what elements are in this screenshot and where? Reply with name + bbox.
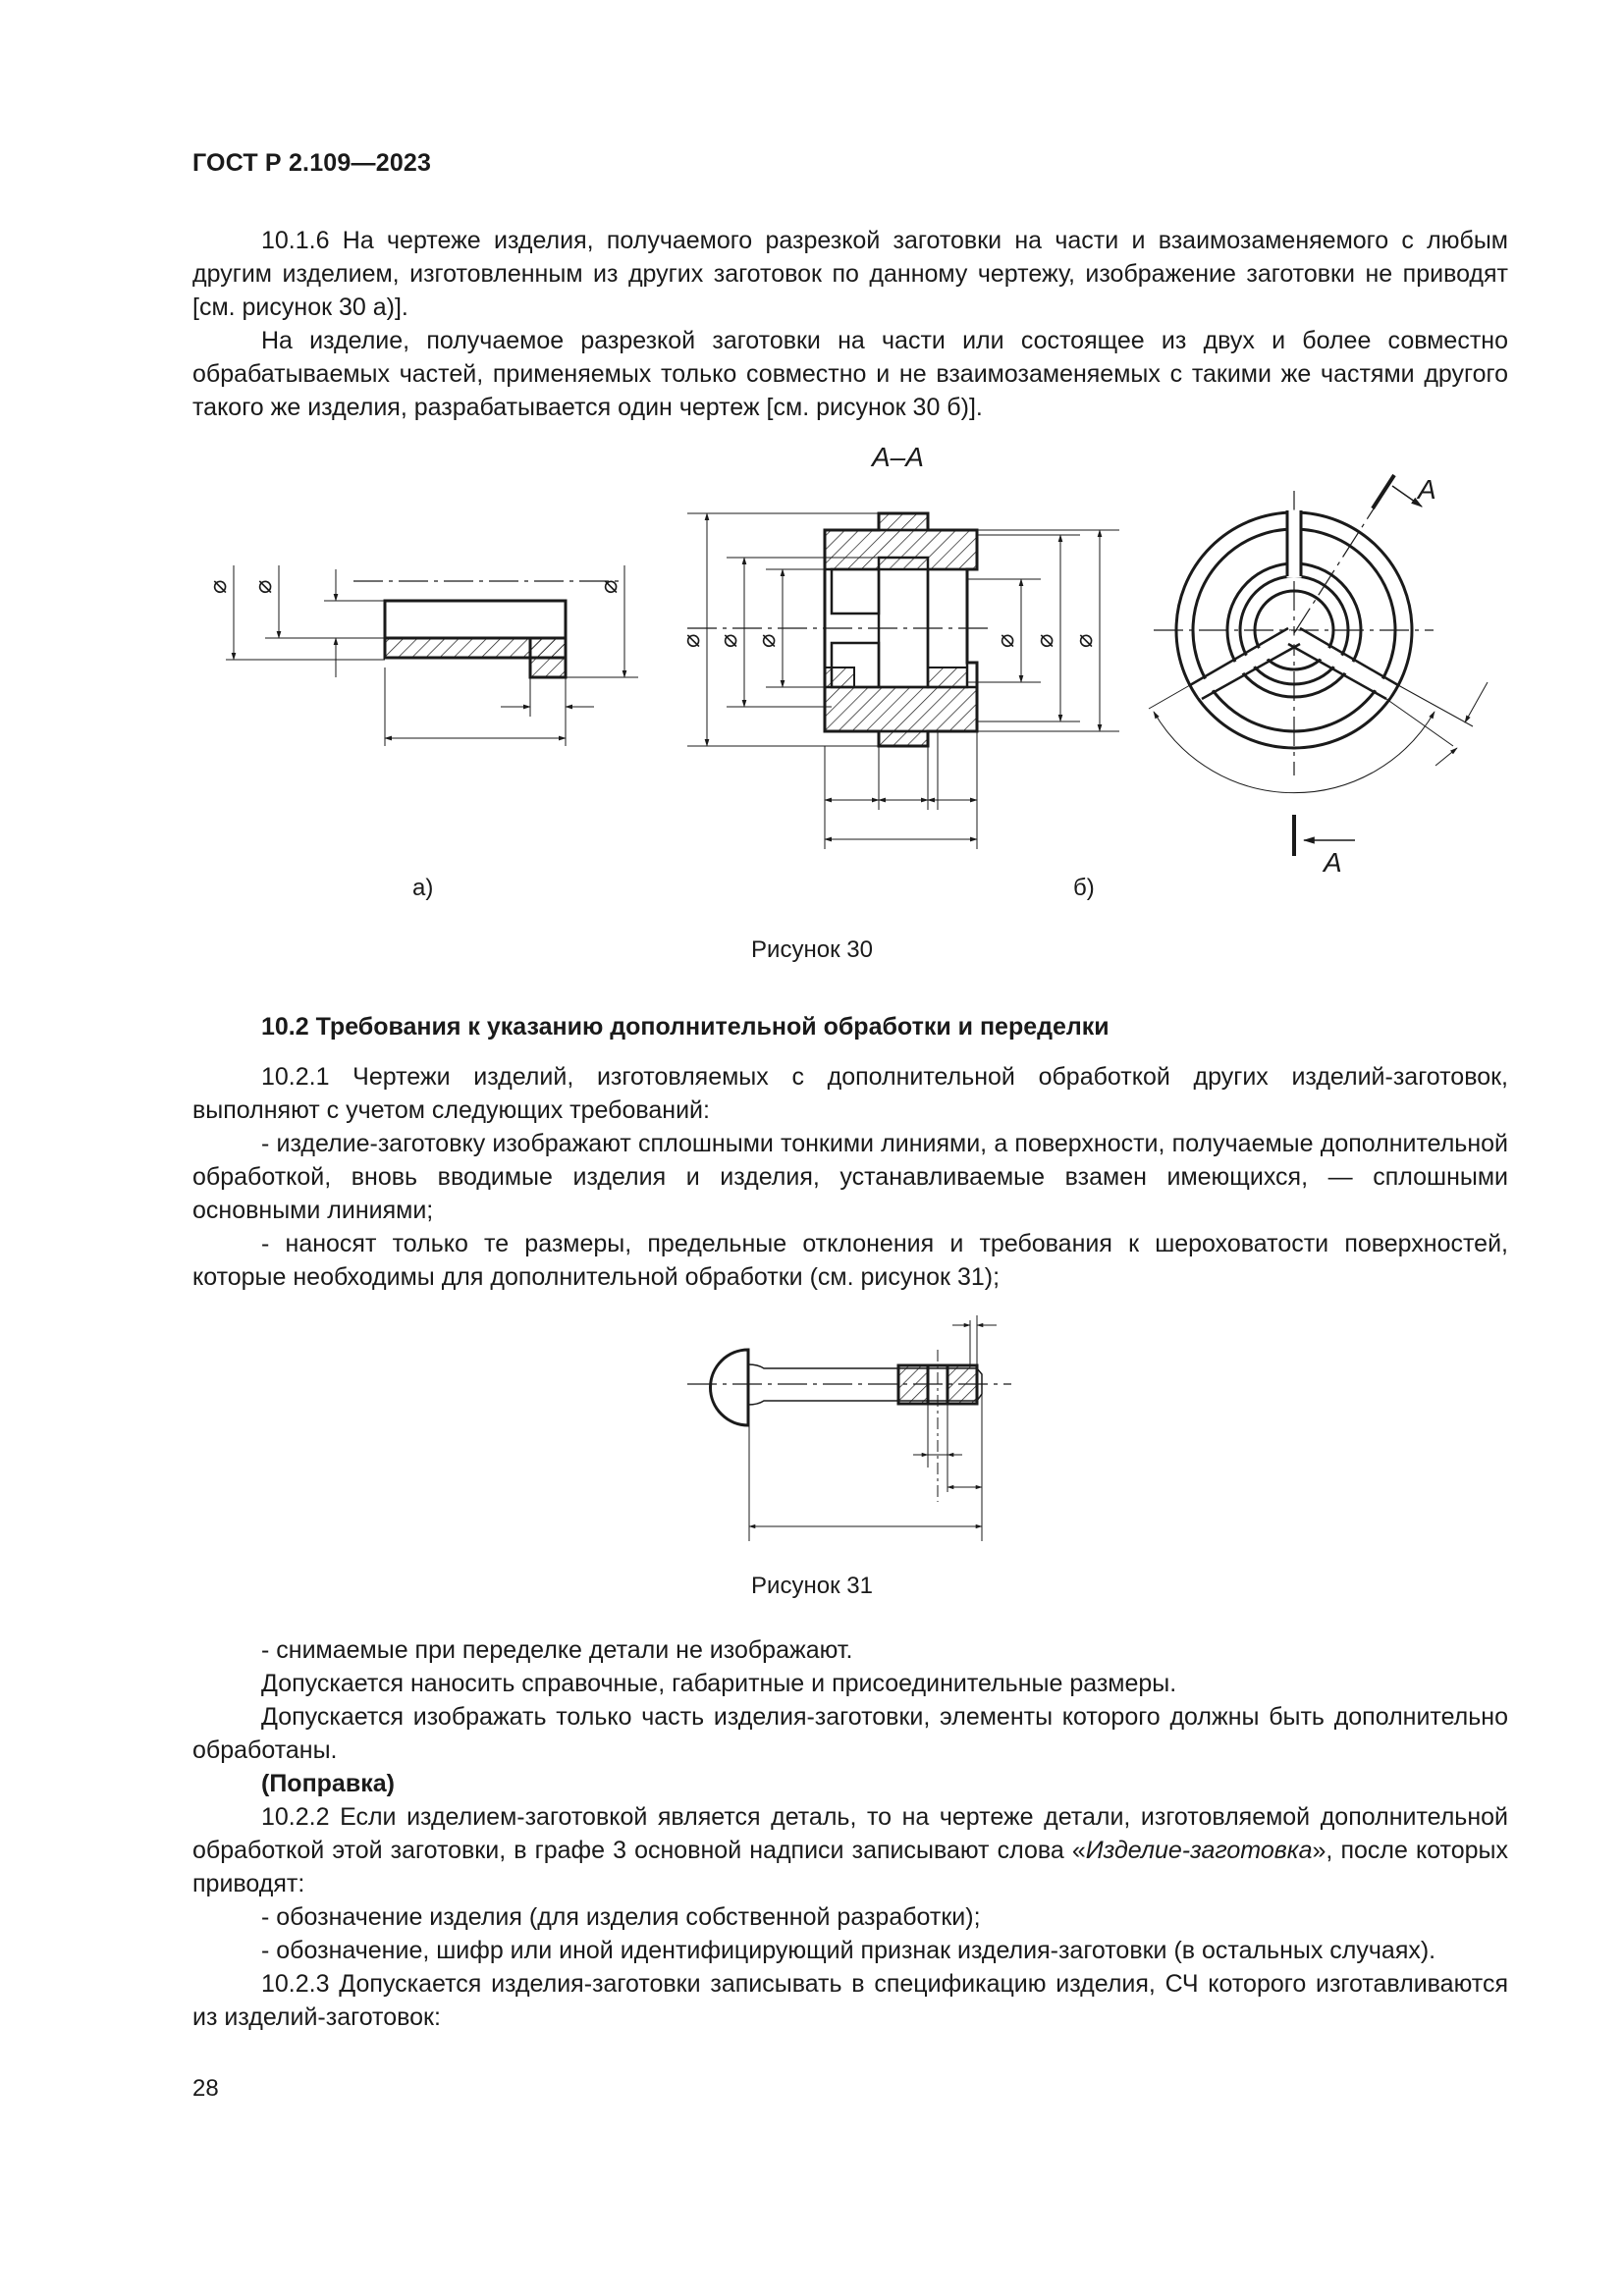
document-header: ГОСТ Р 2.109—2023: [192, 149, 432, 177]
section-10-2-title: 10.2 Требования к указанию дополнительной обработки и переделки: [261, 1013, 1110, 1041]
section-10-2-continued: [192, 1633, 1508, 2034]
section-10-2-1: [192, 1060, 1508, 1294]
diameter-mark: ⌀: [1032, 633, 1058, 648]
figure-30a: [226, 565, 638, 746]
figure-30b-label: б): [1073, 875, 1095, 901]
amendment-note: (Поправка): [261, 1770, 395, 1797]
figure-30-drawing: [0, 0, 1624, 982]
page-number: 28: [192, 2075, 219, 2102]
paragraph-10-2-2: [192, 1800, 1508, 1900]
paragraph-10-2-1: 10.2.1 Чертежи изделий, изготовляемых с дополнительной обработкой других изделий-заготовок, выполняют с учетом следующих требований:: [192, 1063, 1508, 1124]
paragraph-10-2-3: 10.2.3 Допускается изделия-заготовки записывать в спецификацию изделия, СЧ которого изготавливаются из изделий-заготовок:: [192, 1970, 1508, 2031]
figure-30-caption: Рисунок 30: [751, 936, 873, 963]
paragraph-10-2-2-text: 10.2.2 Если изделием-заготовкой является деталь, то на чертеже детали, изготовляемой дополнительной обработкой этой заготовки, в графе 3 основной надписи записывают слова «: [192, 1803, 1508, 1864]
bullet-item: - обозначение изделия (для изделия собственной разработки);: [261, 1903, 981, 1931]
figure-30b-section: [687, 513, 1119, 849]
diameter-mark: ⌀: [205, 579, 232, 594]
diameter-mark: ⌀: [596, 579, 623, 594]
diameter-mark: ⌀: [1071, 633, 1098, 648]
diameter-mark: ⌀: [993, 633, 1019, 648]
bullet-item: - снимаемые при переделке детали не изображают.: [261, 1636, 853, 1664]
diameter-mark: ⌀: [754, 633, 781, 648]
figure-31-drawing: [0, 1296, 1624, 1551]
paragraph-10-2-2-tail: », после которых приводят:: [192, 1837, 1508, 1897]
paragraph-10-1-6: 10.1.6 На чертеже изделия, получаемого разрезкой заготовки на части и взаимозаменяемого с любым другим изделием, изготовленным из других заготовок по данному чертежу, изображение заготовки не приводят [см. рисунок 30 а)].: [192, 227, 1508, 321]
italic-term: Изделие-заготовка: [1085, 1837, 1313, 1864]
figure-31-caption: Рисунок 31: [751, 1573, 873, 1599]
section-arrow-label: A: [1418, 474, 1436, 505]
figure-30a-label: а): [412, 875, 434, 901]
section-label: A–A: [872, 442, 924, 472]
diameter-mark: ⌀: [678, 633, 705, 648]
diameter-mark: ⌀: [716, 633, 742, 648]
diameter-mark: ⌀: [250, 579, 277, 594]
paragraph: Допускается изображать только часть изделия-заготовки, элементы которого должны быть дополнительно обработаны.: [192, 1703, 1508, 1764]
section-arrow-label: A: [1324, 847, 1342, 878]
paragraph: Допускается наносить справочные, габаритные и присоединительные размеры.: [261, 1670, 1177, 1697]
bullet-item: - наносят только те размеры, предельные отклонения и требования к шероховатости поверхностей, которые необходимы для дополнительной обработки (см. рисунок 31);: [192, 1230, 1508, 1291]
paragraph-10-1-6-cont: На изделие, получаемое разрезкой заготовки на части или состоящее из двух и более совместно обрабатываемых частей, применяемых только совместно и не взаимозаменяемых с такими же частями другого такого же изделия, разрабатывается один чертеж [см. рисунок 30 б)].: [192, 327, 1508, 421]
bullet-item: - изделие-заготовку изображают сплошными тонкими линиями, а поверхности, получаемые дополнительной обработкой, вновь вводимые изделия и изделия, устанавливаемые взамен имеющихся, — сплошными основными линиями;: [192, 1130, 1508, 1224]
figure-30b-circular-view: [1149, 475, 1488, 856]
bullet-item: - обозначение, шифр или иной идентифицирующий признак изделия-заготовки (в остальных случаях).: [261, 1937, 1436, 1964]
